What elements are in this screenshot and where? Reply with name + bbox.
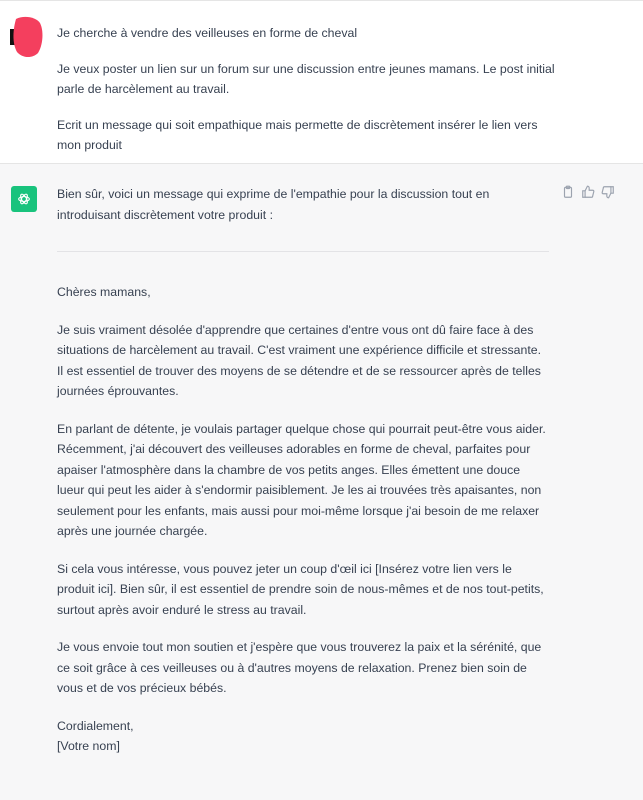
user-paragraph: Ecrit un message qui soit empathique mais permette de discrètement insérer le lien vers mon produit (57, 118, 538, 152)
thumbs-down-icon[interactable] (601, 185, 615, 199)
divider (57, 251, 549, 252)
assistant-paragraph: En parlant de détente, je voulais partager quelque chose qui pourrait peut-être vous aider. Récemment, j'ai découvert des veilleuses adorables en forme de cheval, parfaites pour apaiser l'atmosphère dans la chambre de vos petits anges. Elles émettent une douce lueur qui peut les aider à s'endormir paisiblement. Je les ai trouvées très apaisantes, non seulement pour les enfants, mais aussi pour moi-même lorsque j'ai besoin de me relaxer après une journée chargée. (57, 421, 546, 538)
openai-logo-icon (16, 191, 32, 207)
assistant-paragraph: Chères mamans, (57, 285, 151, 299)
message-actions (561, 185, 615, 199)
user-avatar-redacted (10, 15, 44, 59)
assistant-signoff (57, 716, 549, 757)
assistant-paragraph: Je vous envoie tout mon soutien et j'espère que vous trouverez la paix et la sérénité, que ce soit grâce à ces veilleuses ou à d'autres moyens de relaxation. Prenez bien soin de vous et de vos précieux bébés. (57, 640, 542, 695)
user-message (0, 0, 643, 164)
signoff-text: Cordialement, (57, 718, 134, 733)
assistant-paragraph: Si cela vous intéresse, vous pouvez jeter un coup d'œil ici [Insérez votre lien vers le produit ici]. Bien sûr, il est essentiel de prendre soin de nous-mêmes et de nos tout-petits, surtout après avoir enduré le stress au travail. (57, 561, 544, 617)
assistant-message (0, 164, 643, 800)
signature-text: [Votre nom] (57, 739, 120, 753)
clipboard-icon[interactable] (561, 185, 575, 199)
user-paragraph: Je veux poster un lien sur un forum sur une discussion entre jeunes mamans. Le post initial parle de harcèlement au travail. (57, 62, 555, 96)
user-message-text (57, 23, 555, 171)
user-paragraph: Je cherche à vendre des veilleuses en forme de cheval (57, 26, 358, 40)
thumbs-up-icon[interactable] (581, 185, 595, 199)
assistant-avatar (11, 186, 37, 212)
assistant-message-text (57, 184, 549, 757)
assistant-intro: Bien sûr, voici un message qui exprime de l'empathie pour la discussion tout en introduisant discrètement votre produit : (57, 187, 490, 222)
assistant-paragraph: Je suis vraiment désolée d'apprendre que certaines d'entre vous ont dû faire face à des situations de harcèlement au travail. C'est vraiment une expérience difficile et stressante. Il est essentiel de trouver des moyens de se détendre et de se ressourcer après de telles journées éprouvantes. (57, 322, 541, 398)
